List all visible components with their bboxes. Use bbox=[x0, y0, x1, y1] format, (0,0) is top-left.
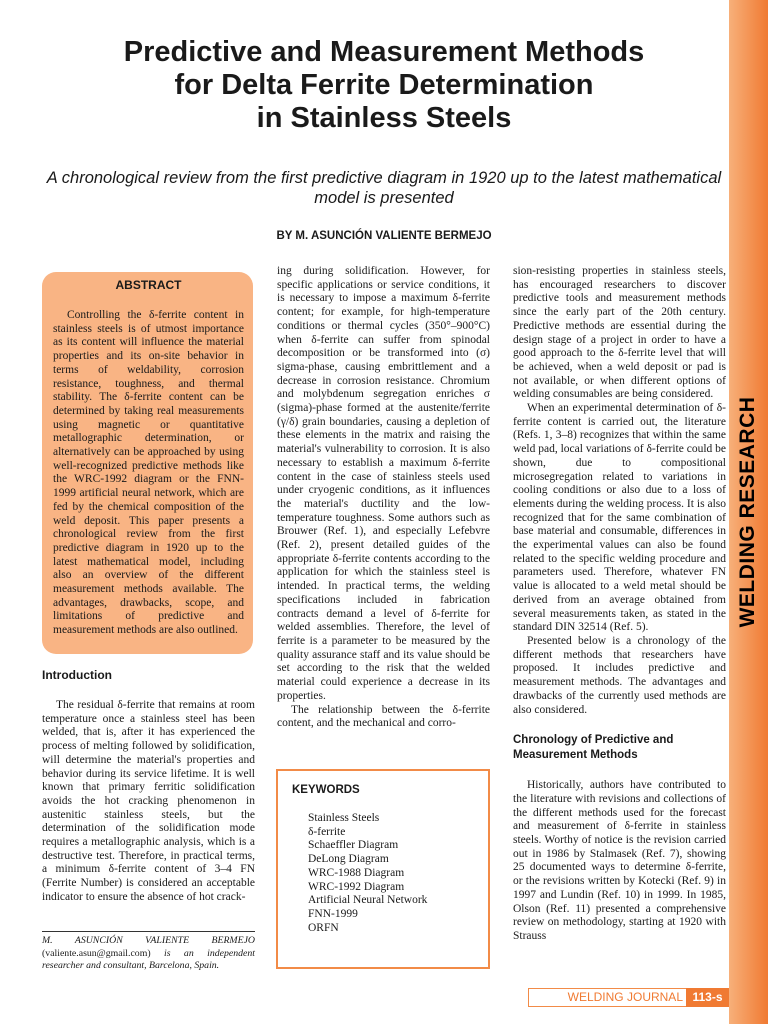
author-note bbox=[42, 931, 255, 973]
keyword-item: Schaeffler Diagram bbox=[308, 839, 399, 852]
article-subtitle: A chronological review from the first predictive diagram in 1920 up to the latest mathematical model is presented bbox=[46, 169, 722, 207]
journal-name: WELDING JOURNAL bbox=[528, 988, 686, 1007]
keyword-item: WRC-1992 Diagram bbox=[308, 880, 405, 893]
article-title bbox=[40, 36, 728, 135]
body-paragraph: The relationship between the δ-ferrite content, and the mechanical and corro- bbox=[277, 703, 490, 730]
keyword-item: Stainless Steels bbox=[308, 812, 380, 824]
author-name: M. ASUNCIÓN VALIENTE BERMEJO bbox=[42, 935, 255, 946]
keyword-item: WRC-1988 Diagram bbox=[308, 866, 405, 879]
keyword-item: Artificial Neural Network bbox=[308, 894, 428, 907]
keyword-item: ORFN bbox=[308, 921, 339, 934]
body-paragraph: ing during solidification. However, for specific applications or service conditions, it is necessary to impose a maximum δ-ferrite content; for example, for high-temperature conditions or thermal cycles (350°–900°C) when δ-ferrite can suffer from spinodal decomposition or be transformed into (σ) sigma-phase, causing embrittlement and a decrease in corrosion resistance. Chromium and molybdenum segregation enriches σ (sigma)-phase formed at the austenite/ferrite (γ/δ) grain boundaries, causing a depletion of these elements in the matrix and raising the material's vulnerability to corrosion. It is also necessary to establish a maximum δ-ferrite content in the case of stainless steels used under cryogenic conditions, as it influences the material's ductility and the low-temperature toughness. Some authors such as Brouwer (Ref. 1), and especially Lefebvre (Ref. 2), present detailed guides of the appropriate δ-ferrite contents according to the application for which the stainless steel is intended. In practical terms, the welding specifications included in fabrication contracts demand a level of δ-ferrite for welded assemblies. Therefore, the level of ferrite is a parameter to be measured by the quality assurance staff and its value should be set according to the risk that the welded material could experience a decrease in its properties. bbox=[277, 265, 490, 702]
introduction-heading: Introduction bbox=[42, 668, 112, 682]
column-2 bbox=[277, 265, 490, 731]
keywords-box bbox=[276, 769, 490, 969]
byline: BY M. ASUNCIÓN VALIENTE BERMEJO bbox=[276, 230, 492, 242]
section-heading: Chronology of Predictive and Measurement Methods bbox=[513, 734, 674, 762]
column-1 bbox=[42, 668, 255, 905]
author-email: (valiente.asun@gmail.com) bbox=[42, 947, 151, 959]
keywords-heading: KEYWORDS bbox=[292, 784, 360, 796]
author-description: is an independent researcher and consultant, Barcelona, Spain. bbox=[42, 947, 256, 971]
keywords-list bbox=[292, 812, 474, 935]
keyword-item: FNN-1999 bbox=[308, 907, 358, 920]
title-line: for Delta Ferrite Determination bbox=[174, 69, 594, 101]
body-paragraph: sion-resisting properties in stainless steels, has encouraged researchers to discover predictive tools and measurement methods since the early part of the 20th century. Predictive methods are essential during the design stage of a project in order to have a good approach to the δ-ferrite level that will be achieved, when a weld deposit or pad is not available, or when different options of welding consumables are being considered. bbox=[513, 265, 726, 401]
author-note-text bbox=[42, 935, 255, 973]
body-paragraph: When an experimental determination of δ-ferrite content is carried out, the literature (Refs. 1, 3–8) recognizes that within the same weld pad, local variations of δ-ferrite could be shown, due to compositional microsegregation related to variations in cooling conditions or also due to a loss of elements during the welding process. It is also recognized that for the same combination of base material and consumable, differences in the experimental values can also be found related to the specific welding procedure and parameters used. Therefore, whatever FN value is allocated to a weld metal should be derived from an average obtained from several measurements taken, as stated in the standard DIN 32514 (Ref. 5). bbox=[513, 402, 726, 634]
abstract-heading: ABSTRACT bbox=[115, 278, 182, 292]
title-line: Predictive and Measurement Methods bbox=[123, 36, 645, 68]
abstract-box bbox=[42, 272, 253, 654]
body-paragraph: Presented below is a chronology of the different methods that researchers have proposed. It includes predictive and measurement methods. The advantages and drawbacks of the currently used methods are also considered. bbox=[513, 634, 726, 716]
body-paragraph: Historically, authors have contributed to the literature with revisions and collections of the different methods used for the forecast and measurement of δ-ferrite in stainless steels. Worthy of notice is the revision carried out in 1986 by Stalmasek (Ref. 7), showing 25 documented ways to determine δ-ferrite, or the revisions written by Kotecki (Ref. 9) in 1997 and Lundin (Ref. 10) in 1999. In 1985, Olson (Ref. 11) presented a comprehensive review on methodology, starting at 1920 with Strauss bbox=[513, 779, 726, 942]
introduction-paragraph: The residual δ-ferrite that remains at room temperature once a stainless steel has been welded, that is, after it has experienced the process of melting followed by solidification, will determine the material's properties and behavior during its service lifetime. It is well known that primary ferritic solidification avoids the hot cracking phenomenon in austenitic stainless steels, but the determination of the solidification mode requires a metallographic analysis, which is a destructive test. Therefore, in practical terms, a minimum δ-ferrite content of 3–4 FN (Ferrite Number) is considered an acceptable indicator to ensure the absence of hot crack- bbox=[42, 699, 255, 903]
section-label: WELDING RESEARCH bbox=[736, 396, 759, 628]
page-number: 113-s bbox=[686, 988, 729, 1007]
keyword-item: DeLong Diagram bbox=[308, 853, 389, 866]
keyword-item: δ-ferrite bbox=[308, 825, 346, 838]
abstract-text: Controlling the δ-ferrite content in stainless steels is of utmost importance as its content will influence the material properties and its on-site behavior in terms of weldability, corrosion resistance, toughness, and thermal stability. The δ-ferrite content can be determined by taking real measurements using magnetic or quantitative metallographic determination, or alternatively can be approached by using well-recognized predictive methods like the WRC-1992 diagram or the FNN-1999 artificial neural network, which are fed by the chemical composition of the weld deposit. This paper presents a chronological review from the first predictive diagram in 1920 up to the latest mathematical model, including also an overview of the different measurement methods available. The advantages, drawbacks, scope, and limitations of predictive and measurement methods are also outlined. bbox=[53, 309, 244, 637]
column-3 bbox=[513, 265, 726, 944]
title-line: in Stainless Steels bbox=[256, 102, 512, 134]
